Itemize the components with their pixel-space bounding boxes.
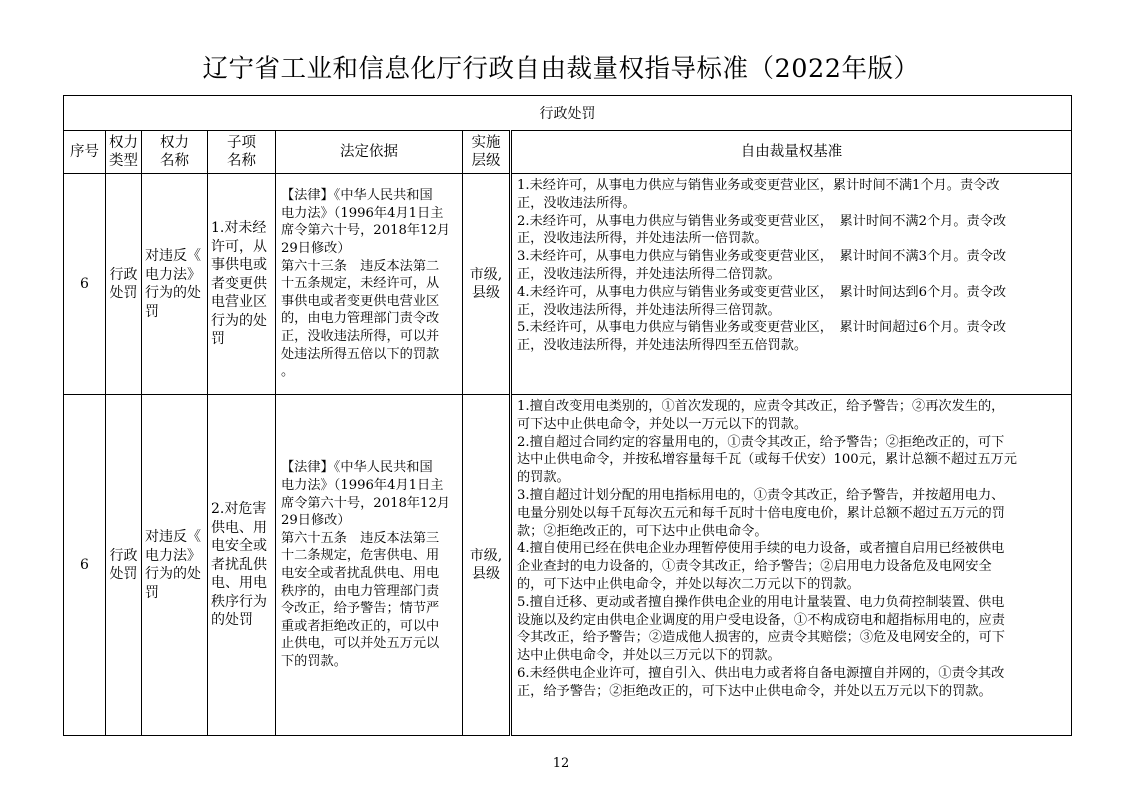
header-legal-basis: 法定依据 xyxy=(276,131,463,174)
seq-cell: 6 xyxy=(64,174,106,395)
power-type-cell: 行政 处罚 xyxy=(106,395,142,736)
header-row xyxy=(64,131,1072,174)
sub-item-cell: 1.对未经 许可，从 事供电或 者变更供 电营业区 行为的处 罚 xyxy=(208,174,276,395)
legal-basis-cell: 【法律】《中华人民共和国 电力法》（1996年4月1日主 席令第六十号，2018年12月 29日修改） 第六十五条 违反本法第三 十二条规定，危害供电、用 电安全或者扰乱供电、用电 秩序的，由电力管理部门责 令改正，给予警告；情节严 重或者拒绝改正的，可以中 止供电，可以并处五万元以 下的罚款。 xyxy=(276,395,463,736)
power-name-cell: 对违反《 电力法》 行为的处 罚 xyxy=(142,174,208,395)
category-row xyxy=(64,96,1072,131)
header-power-name: 权力 名称 xyxy=(142,131,208,174)
header-level: 实施 层级 xyxy=(463,131,511,174)
header-standard: 自由裁量权基准 xyxy=(511,131,1072,174)
header-power-type: 权力 类型 xyxy=(106,131,142,174)
table-row xyxy=(64,395,1072,736)
power-name-cell: 对违反《 电力法》 行为的处 罚 xyxy=(142,395,208,736)
legal-basis-cell: 【法律】《中华人民共和国 电力法》（1996年4月1日主 席令第六十号，2018年12月 29日修改） 第六十三条 违反本法第二 十五条规定，未经许可，从 事供电或者变更供电营业区 的，由电力管理部门责令改 正，没收违法所得，可以并 处违法所得五倍以下的罚款 。 xyxy=(276,174,463,395)
standard-item: 4.擅自使用已经在供电企业办理暂停使用手续的电力设备，或者擅自启用已经被供电 企业查封的电力设备的，①责令其改正，给予警告；②启用电力设备危及电网安全 的，可下达中止供电命令，并处以每次二万元以下的罚款。 xyxy=(517,541,1005,592)
standard-item: 2.擅自超过合同约定的容量用电的，①责令其改正，给予警告；②拒绝改正的，可下 达中止供电命令，并按私增容量每千瓦（或每千伏安）100元，累计总额不超过五万元 的罚款。 xyxy=(517,434,1017,486)
document-title: 辽宁省工业和信息化厅行政自由裁量权指导标准（2022年版） xyxy=(202,54,920,84)
category-cell: 行政处罚 xyxy=(64,96,1072,131)
standard-item: 4.未经许可，从事电力供应与销售业务或变更营业区， 累计时间达到6个月。责令改 正，没收违法所得，并处违法所得三倍罚款。 xyxy=(517,284,1007,318)
standard-cell xyxy=(511,395,1072,736)
standard-item: 5.未经许可，从事电力供应与销售业务或变更营业区， 累计时间超过6个月。责令改 正，没收违法所得，并处违法所得四至五倍罚款。 xyxy=(517,320,1007,354)
page-number: 12 xyxy=(552,756,570,771)
power-type-cell: 行政 处罚 xyxy=(106,174,142,395)
standard-item: 6.未经供电企业许可，擅自引入、供出电力或者将自备电源擅自并网的，①责令其改 正，给予警告；②拒绝改正的，可下达中止供电命令，并处以五万元以下的罚款。 xyxy=(517,665,1005,699)
standard-item: 2.未经许可，从事电力供应与销售业务或变更营业区， 累计时间不满2个月。责令改 正，没收违法所得，并处违法所一倍罚款。 xyxy=(517,213,1007,247)
standard-cell xyxy=(511,174,1072,395)
header-seq: 序号 xyxy=(64,131,106,174)
standard-item: 5.擅自迁移、更动或者擅自操作供电企业的用电计量装置、电力负荷控制装置、供电 设施以及约定由供电企业调度的用户受电设备，①不构成窃电和超指标用电的，应责 令其改正，给予警告；②造成他人损害的，应责令其赔偿；③危及电网安全的，可下 达中止供电命令，并处以三万元以下的罚款。 xyxy=(517,594,1005,664)
level-cell: 市级, 县级 xyxy=(463,395,511,736)
level-cell: 市级, 县级 xyxy=(463,174,511,395)
standard-item: 3.擅自超过计划分配的用电指标用电的，①责令其改正，给予警告，并按超用电力、 电量分别处以每千瓦每次五元和每千瓦时十倍电度电价，累计总额不超过五万元的罚 款；②拒绝改正的，可下达中止供电命令。 xyxy=(517,487,1005,539)
sub-item-cell: 2.对危害 供电、用 电安全或 者扰乱供 电、用电 秩序行为 的处罚 xyxy=(208,395,276,736)
standard-item: 3.未经许可，从事电力供应与销售业务或变更营业区， 累计时间不满3个月。责令改 正，没收违法所得，并处违法所得二倍罚款。 xyxy=(517,249,1007,282)
seq-cell: 6 xyxy=(64,395,106,736)
standard-item: 1.未经许可，从事电力供应与销售业务或变更营业区，累计时间不满1个月。责令改 正，没收违法所得。 xyxy=(517,178,1000,211)
header-sub-item: 子项 名称 xyxy=(208,131,276,174)
standard-item: 1.擅自改变用电类别的，①首次发现的，应责令其改正，给予警告；②再次发生的， 可下达中止供电命令，并处以一万元以下的罚款。 xyxy=(517,399,1005,432)
table-row xyxy=(64,174,1072,395)
standards-table xyxy=(63,95,1072,736)
